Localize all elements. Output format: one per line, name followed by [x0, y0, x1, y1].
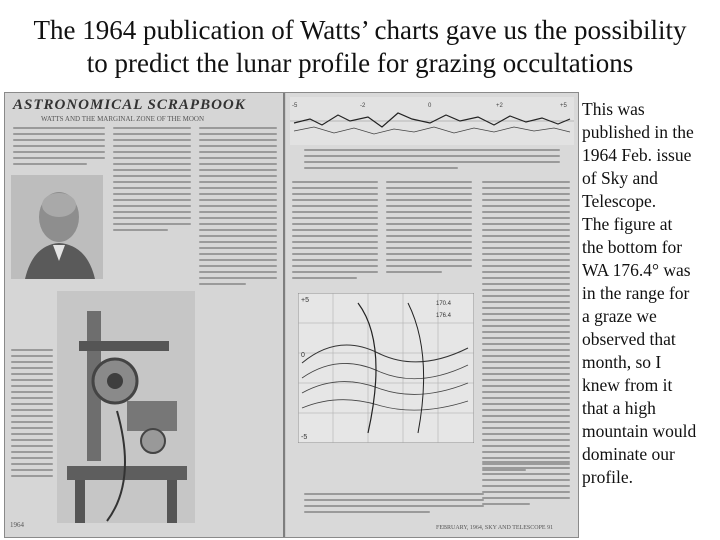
watts-chart-lower	[298, 293, 474, 448]
notes-line-15: mountain would	[582, 421, 697, 441]
scan-right-column-3	[482, 181, 570, 475]
notes-line-1: This was	[582, 99, 645, 119]
notes-line-3: 1964 Feb. issue	[582, 145, 692, 165]
chart-lower-label-2: 0	[301, 352, 305, 359]
notes-line-10: a graze we	[582, 306, 657, 326]
scan-text-column-1a	[13, 127, 105, 169]
lower-chart-caption	[304, 493, 484, 517]
chart-top-label-4: +2	[496, 103, 503, 109]
notes-line-8: WA 176.4° was	[582, 260, 691, 280]
notes-line-6: The figure at	[582, 214, 673, 234]
chart-top-label-5: +5	[560, 103, 567, 109]
slide-title	[0, 14, 720, 80]
chart-top-label-3: 0	[428, 103, 432, 109]
scan-right-column-1	[292, 181, 378, 283]
portrait-photo	[11, 175, 103, 279]
measuring-machine-photo	[57, 291, 195, 523]
notes-line-9: in the range for	[582, 283, 690, 303]
scan-left-page	[5, 93, 285, 537]
scan-right-column-3b	[482, 461, 570, 509]
slide-notes	[582, 98, 718, 489]
chart-top-label-1: -5	[292, 103, 298, 109]
scan-footer: FEBRUARY, 1964, SKY AND TELESCOPE 91	[436, 525, 554, 531]
chart-lower-label-3: -5	[301, 434, 308, 441]
chart-lower-label-4: 170.4	[436, 301, 452, 307]
notes-line-2: published in the	[582, 122, 694, 142]
notes-line-17: profile.	[582, 467, 634, 487]
scan-text-column-2	[113, 127, 191, 235]
scan-page-number: 1964	[10, 521, 24, 529]
notes-line-4: of Sky and	[582, 168, 658, 188]
scan-right-page	[286, 93, 578, 537]
notes-line-14: that a high	[582, 398, 656, 418]
scan-byline: WATTS AND THE MARGINAL ZONE OF THE MOON	[41, 115, 205, 123]
magazine-scan	[4, 92, 579, 538]
scan-masthead: ASTRONOMICAL SCRAPBOOK	[13, 97, 246, 113]
scan-text-column-3	[199, 127, 277, 289]
photo-caption-text	[11, 349, 53, 489]
chart-caption-text	[304, 149, 560, 173]
notes-line-11: observed that	[582, 329, 676, 349]
chart-top-label-2: -2	[360, 103, 366, 109]
notes-line-13: knew from it	[582, 375, 673, 395]
scan-right-column-2	[386, 181, 472, 277]
slide-title-line-2: to predict the lunar profile for grazing occultations	[86, 48, 634, 78]
notes-line-5: Telescope.	[582, 191, 657, 211]
notes-line-16: dominate our	[582, 444, 675, 464]
chart-lower-label-1: +5	[301, 297, 309, 304]
notes-line-7: the bottom for	[582, 237, 683, 257]
notes-line-12: month, so I	[582, 352, 662, 372]
limb-profile-chart-top	[290, 97, 574, 150]
slide-title-line-1: The 1964 publication of Watts’ charts gave us the possibility	[33, 15, 687, 45]
chart-lower-label-5: 176.4	[436, 313, 452, 319]
